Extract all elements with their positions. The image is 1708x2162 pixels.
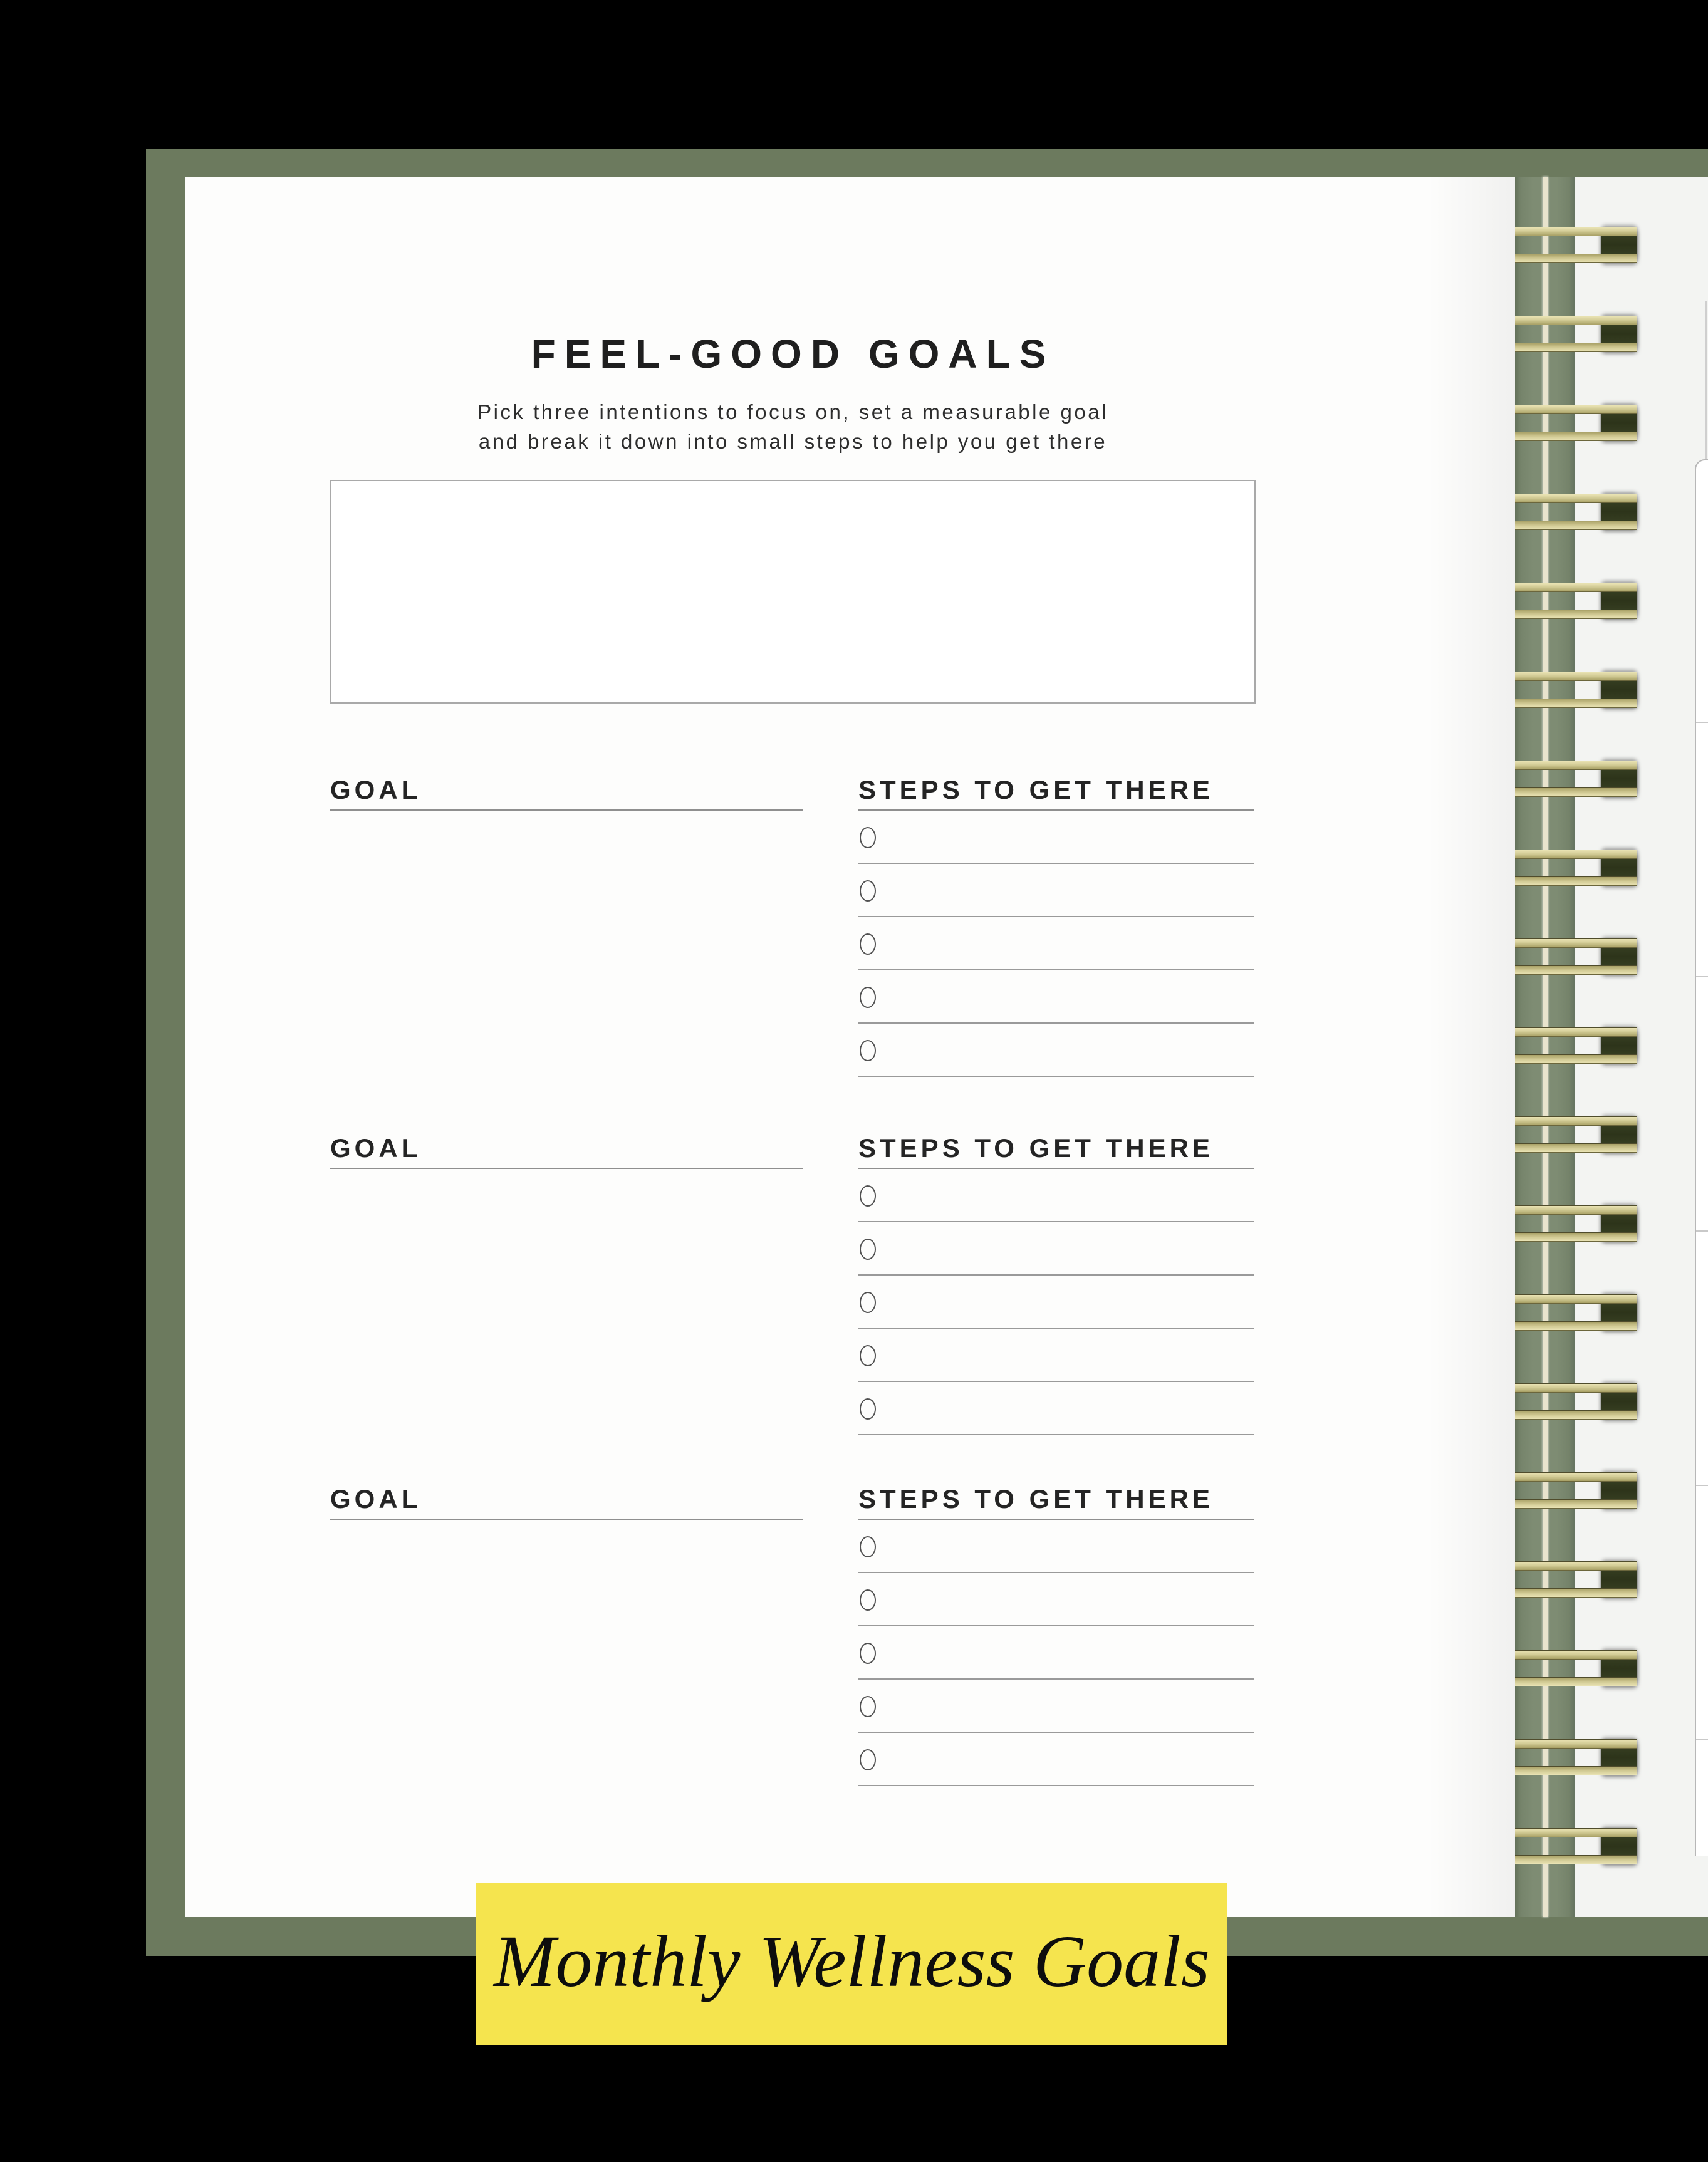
steps-label: STEPS TO GET THERE (858, 1133, 1214, 1163)
step-write-line (858, 1274, 1254, 1276)
step-write-line (858, 863, 1254, 864)
step-write-line (858, 1572, 1254, 1573)
step-write-line (858, 1328, 1254, 1329)
right-page-section-line (1696, 1739, 1708, 1740)
goal-section-3 (330, 1484, 1256, 1786)
underlying-page-edge (1695, 459, 1708, 1856)
steps-header-line (858, 1519, 1254, 1520)
step-circle-icon (860, 1185, 876, 1207)
goal-write-line (330, 1519, 803, 1520)
goal-section-2 (330, 1133, 1256, 1435)
goal-write-line (330, 1168, 803, 1169)
page-spine-shadow (1427, 177, 1515, 1917)
step-write-line (858, 1732, 1254, 1733)
goal-label: GOAL (330, 775, 422, 804)
banner-title: Monthly Wellness Goals (494, 1920, 1210, 2002)
step-write-line (858, 1625, 1254, 1626)
step-write-line (858, 1221, 1254, 1222)
steps-header-line (858, 1168, 1254, 1169)
step-write-line (858, 1785, 1254, 1786)
page-subtitle (293, 397, 1293, 456)
yellow-title-banner (476, 1883, 1227, 2045)
step-circle-icon (860, 1643, 876, 1664)
right-page-section-line (1696, 722, 1708, 723)
step-circle-icon (860, 880, 876, 902)
step-circle-icon (860, 1749, 876, 1770)
step-write-line (858, 1434, 1254, 1435)
goal-label: GOAL (330, 1484, 422, 1514)
planner-page (185, 177, 1515, 1917)
step-write-line (858, 1022, 1254, 1024)
steps-header-line (858, 809, 1254, 811)
steps-label: STEPS TO GET THERE (858, 1484, 1214, 1514)
step-circle-icon (860, 1696, 876, 1717)
subtitle-line-2: and break it down into small steps to help you get there (478, 430, 1108, 453)
goal-section-1 (330, 775, 1256, 1077)
step-write-line (858, 1076, 1254, 1077)
step-write-line (858, 916, 1254, 917)
intentions-box (330, 480, 1256, 704)
step-write-line (858, 1381, 1254, 1382)
subtitle-line-1: Pick three intentions to focus on, set a measurable goal (477, 400, 1108, 424)
right-page-section-line (1696, 1230, 1708, 1232)
right-page-section-line (1696, 1485, 1708, 1486)
step-write-line (858, 1678, 1254, 1680)
step-circle-icon (860, 1239, 876, 1260)
steps-label: STEPS TO GET THERE (858, 775, 1214, 804)
page-title: FEEL-GOOD GOALS (531, 331, 1055, 377)
step-circle-icon (860, 1040, 876, 1061)
goal-label: GOAL (330, 1133, 422, 1163)
step-circle-icon (860, 933, 876, 955)
step-circle-icon (860, 1589, 876, 1611)
step-circle-icon (860, 1292, 876, 1313)
step-circle-icon (860, 987, 876, 1008)
step-circle-icon (860, 827, 876, 848)
loose-page-edge (1705, 301, 1707, 459)
right-page-section-line (1696, 976, 1708, 977)
step-write-line (858, 969, 1254, 970)
step-circle-icon (860, 1536, 876, 1557)
step-circle-icon (860, 1398, 876, 1420)
goal-write-line (330, 809, 803, 811)
step-circle-icon (860, 1345, 876, 1366)
